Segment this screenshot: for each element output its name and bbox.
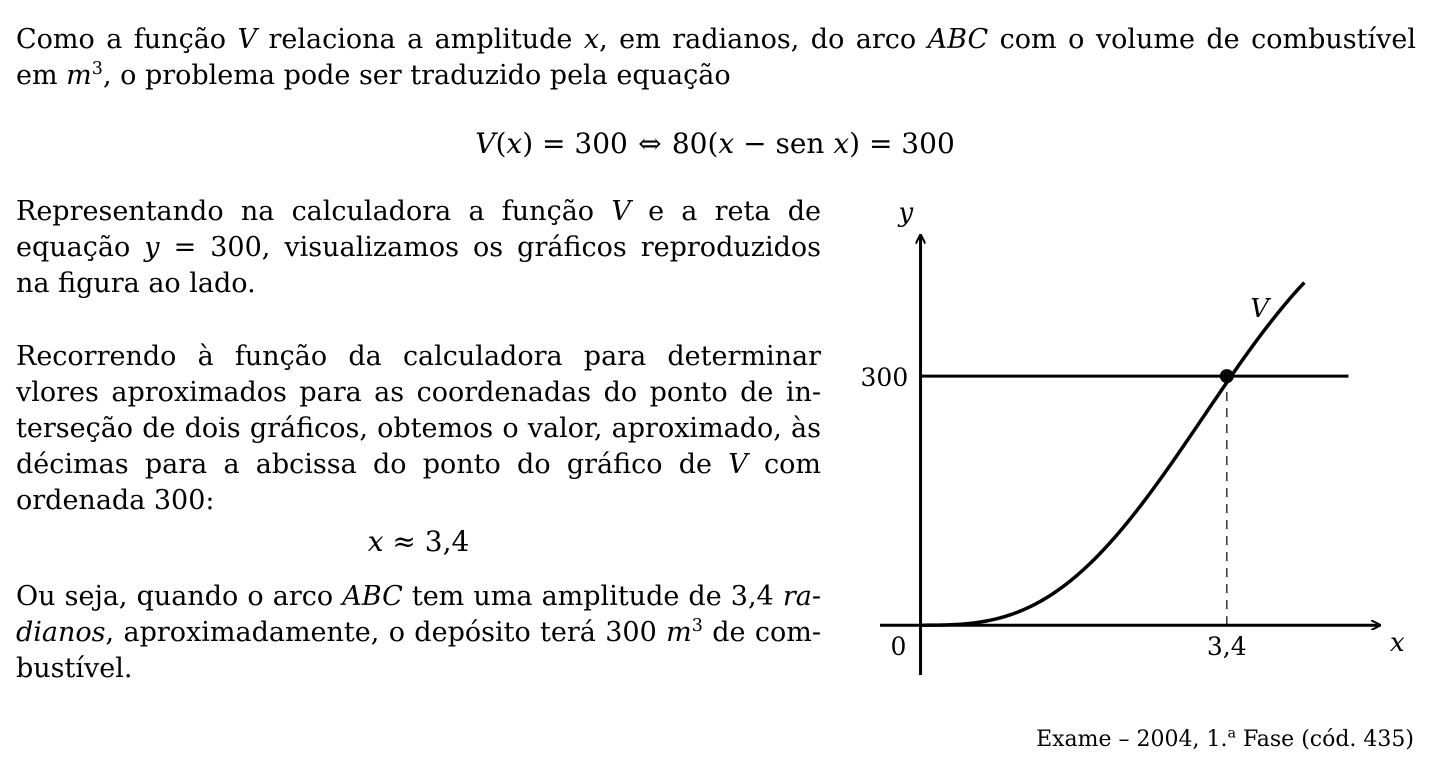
- intersection-point: [1220, 369, 1234, 383]
- y-tick-label: 300: [860, 363, 909, 393]
- function-graph: [860, 190, 1405, 690]
- origin-label: 0: [890, 632, 907, 662]
- y-axis-label: y: [898, 198, 914, 228]
- main-equation: V(x) = 300 ⇔ 80(x − sen x) = 300: [475, 127, 955, 160]
- curve-V: [921, 283, 1305, 626]
- intro-paragraph: Como a função V relaciona a amplitude x, em radianos, do arco ABC com o volume de combustível em $m^3$, o problema pode ser traduzido pela equação: [16, 24, 1416, 91]
- calculator-paragraph: Representando na calculadora a função V e a reta de equação y = 300, visualizamos os gráficos reproduzidos na figura ao lado.: [16, 196, 821, 299]
- x-tick-label: 3,4: [1206, 632, 1247, 662]
- intersection-paragraph: Recorrendo à função da calculadora para determinar vlores aproximados para as coordenadas do ponto de interseção de dois gráficos, obtemos o valor, aproximado, às décimas para a abcissa do ponto do gráfico de V com ordenada 300:: [16, 341, 822, 516]
- approx-equation: x ≈ 3,4: [367, 525, 470, 558]
- iff-symbol: ⇔: [638, 127, 662, 160]
- x-axis-label: x: [1390, 628, 1405, 659]
- conclusion-paragraph: Ou seja, quando o arco ABC tem uma amplitude de 3,4 radianos, aproximadamente, o depósito terá 300 $m^3$ de combustível.: [16, 581, 821, 684]
- source-citation: Exame – 2004, 1.$^a$ Fase (cód. 435): [1036, 725, 1414, 752]
- curve-label: V: [1250, 293, 1270, 324]
